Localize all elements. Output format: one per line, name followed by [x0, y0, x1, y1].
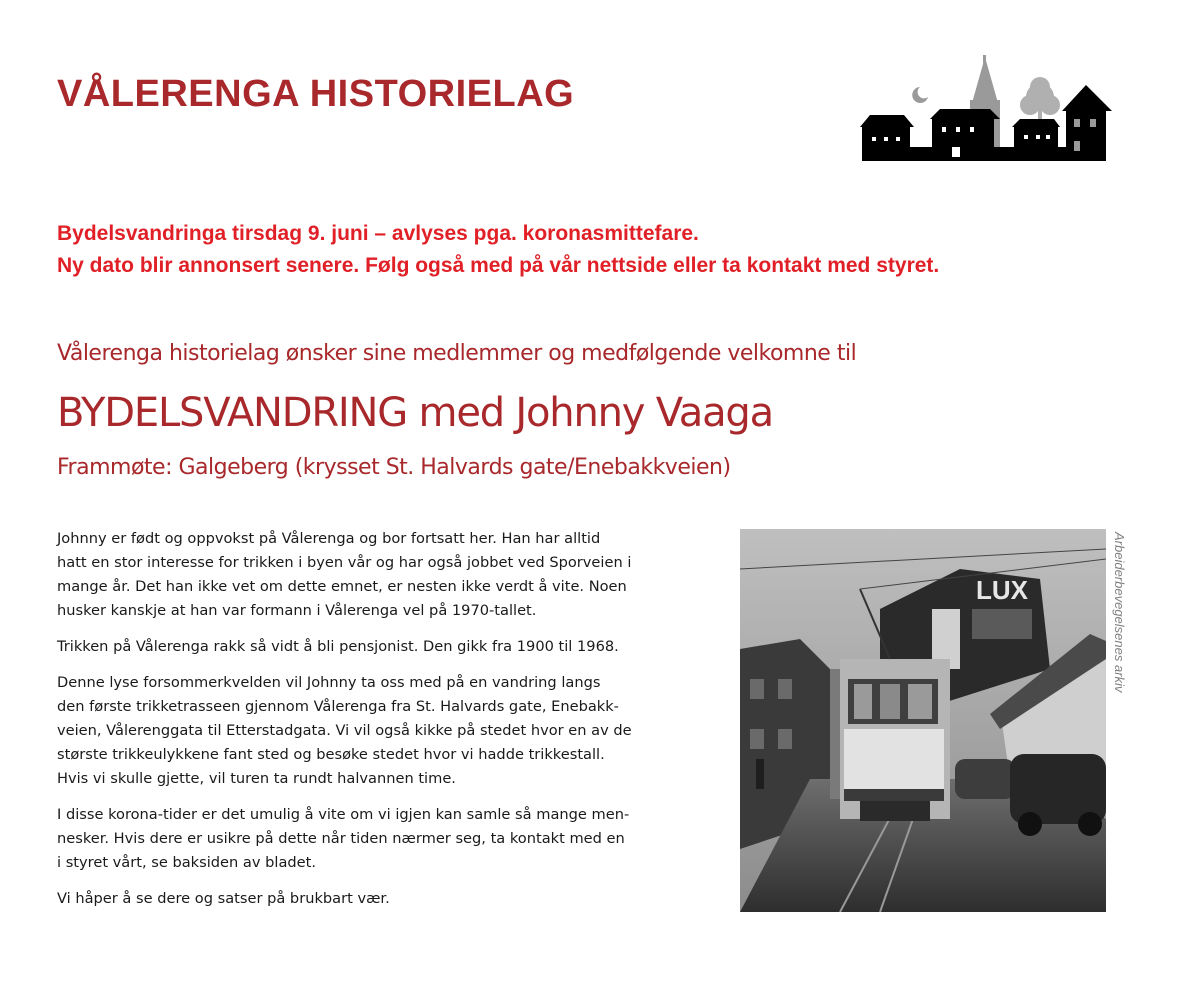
village-silhouette-logo — [860, 55, 1115, 165]
org-title: VÅLERENGA HISTORIELAG — [57, 73, 575, 115]
body-paragraph-2: Trikken på Vålerenga rakk så vidt å bli pensjonist. Den gikk fra 1900 til 1968. — [57, 638, 619, 655]
notice-line-2: Ny dato blir annonsert senere. Følg også med på vår nettside eller ta kontakt med styret. — [57, 254, 940, 277]
notice-line-1: Bydelsvandringa tirsdag 9. juni – avlyses pga. koronasmittefare. — [57, 222, 699, 245]
meeting-point: Frammøte: Galgeberg (krysset St. Halvards gate/Enebakkveien) — [57, 455, 731, 480]
cancellation-notice — [57, 218, 939, 282]
event-intro: Vålerenga historielag ønsker sine medlemmer og medfølgende velkomne til — [57, 341, 857, 366]
article-body — [57, 527, 717, 923]
photo-credit: Arbeiderbevegelsenes arkiv — [1112, 532, 1127, 693]
lux-sign: LUX — [976, 575, 1028, 605]
body-paragraph-3: Denne lyse forsommerkvelden vil Johnny ta oss med på en vandring langs den første trikketrasseen gjennom Vålerenga fra St. Halvards gate, Enebakk- veien, Vålerenggata til Etterstadgata. Vi vil også kikke på stedet hvor en av de største trikkeulykkene fant sted og besøke stedet hvor vi hadde trikkestall. Hvis vi skulle gjette, vil turen ta rundt halvannen time. — [57, 674, 632, 787]
body-paragraph-1: Johnny er født og oppvokst på Vålerenga og bor fortsatt her. Han har alltid hatt en stor interesse for trikken i byen vår og har også jobbet ved Sporveien i mange år. Det han ikke vet om dette emnet, er nesten ikke verdt å vite. Noen husker kanskje at han var formann i Vålerenga vel på 1970-tallet. — [57, 530, 632, 619]
event-title: BYDELSVANDRING med Johnny Vaaga — [57, 390, 773, 436]
body-paragraph-4: I disse korona-tider er det umulig å vite om vi igjen kan samle så mange men- nesker. Hvis dere er usikre på dette når tiden nærmer seg, ta kontakt med en i styret vårt, se baksiden av bladet. — [57, 806, 630, 871]
body-paragraph-5: Vi håper å se dere og satser på brukbart vær. — [57, 890, 390, 907]
historic-tram-photo — [740, 529, 1106, 912]
